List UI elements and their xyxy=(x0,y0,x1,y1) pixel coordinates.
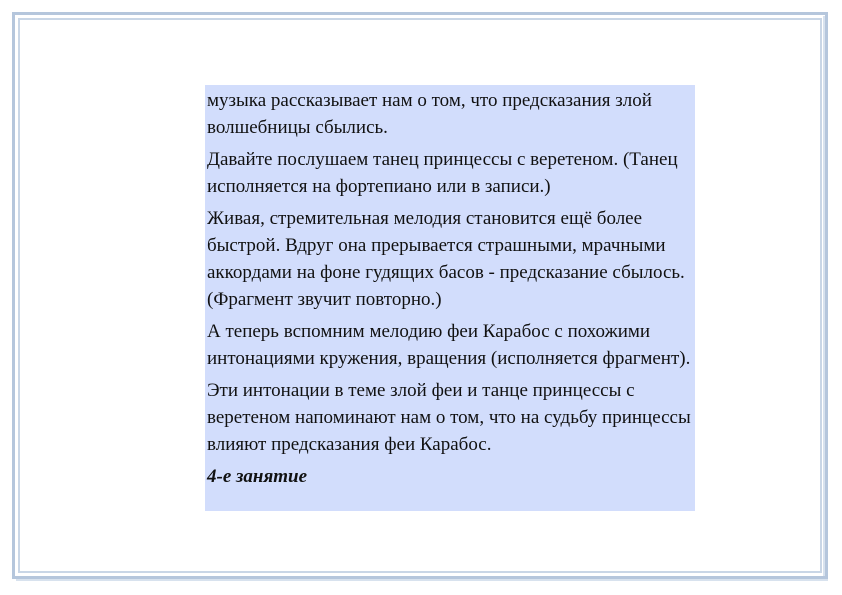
lesson-heading: 4-е занятие xyxy=(207,466,308,487)
text-box xyxy=(205,85,695,511)
paragraph-intonations: Эти интонации в теме злой феи и танце принцессы с веретеном напоминают нам о том, что на судьбу принцессы влияют предсказания феи Карабос. xyxy=(207,380,691,455)
paragraph-melody: Живая, стремительная мелодия становится ещё более быстрой. Вдруг она прерывается страшными, мрачными аккордами на фоне гудящих басов - предсказание сбылось. (Фрагмент звучит повторно.) xyxy=(207,208,685,310)
paragraph-spindle-dance: Давайте послушаем танец принцессы с веретеном. (Танец исполняется на фортепиано или в записи.) xyxy=(207,149,678,197)
paragraph-prediction: музыка рассказывает нам о том, что предсказания злой волшебницы сбылись. xyxy=(207,90,652,138)
paragraph-carabosse: А теперь вспомним мелодию феи Карабос с похожими интонациями кружения, вращения (исполняется фрагмент). xyxy=(207,321,691,369)
